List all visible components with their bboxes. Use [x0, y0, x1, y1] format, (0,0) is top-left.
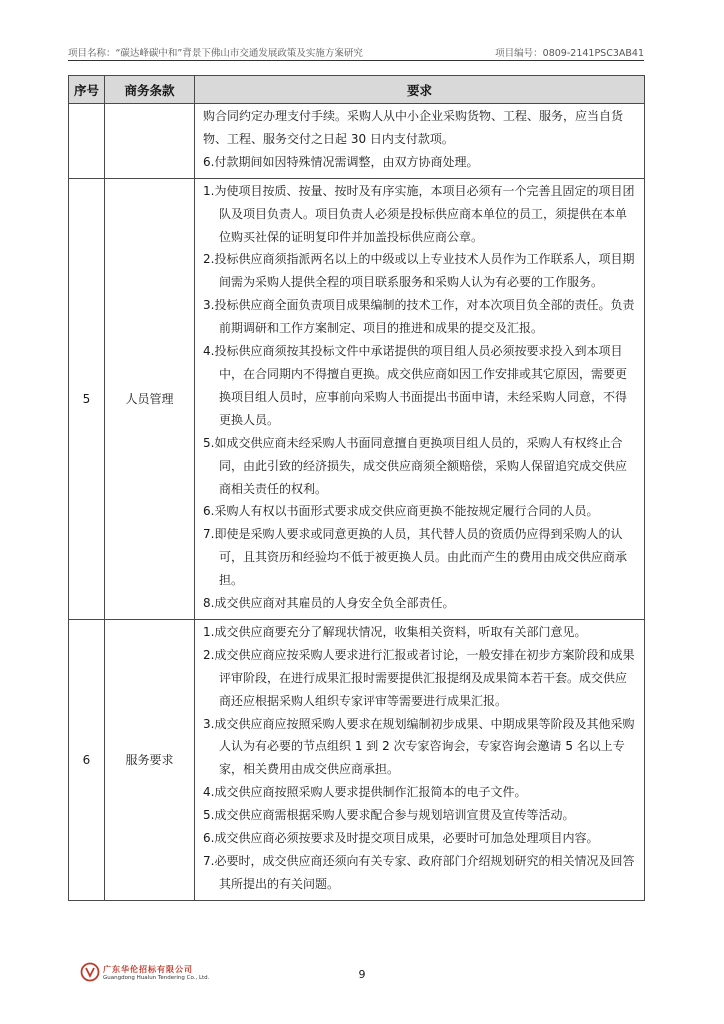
requirement-item: 7.必要时，成交供应商还须向有关专家、政府部门介绍规划研究的相关情况及回答其所提出的有关问题。	[203, 854, 635, 891]
requirement-item: 8.成交供应商对其雇员的人身安全负全部责任。	[203, 596, 455, 611]
page-footer	[80, 962, 644, 986]
requirement-item: 5.成交供应商需根据采购人要求配合参与规划培训宣贯及宣传等活动。	[203, 808, 575, 823]
page-header	[68, 42, 644, 61]
page-number: 9	[358, 968, 366, 981]
table-row	[69, 178, 645, 619]
row-term	[105, 104, 195, 179]
requirement-item: 1.为使项目按质、按量、按时及有序实施，本项目必须有一个完善且固定的项目团队及项目负责人。项目负责人必须是投标供应商本单位的员工，须提供在本单位购买社保的证明复印件并加盖投标供应商公章。	[203, 183, 635, 244]
row-number	[69, 104, 105, 179]
requirement-item: 3.投标供应商全面负责项目成果编制的技术工作，对本次项目负全部的责任。负责前期调研和工作方案制定、项目的推进和成果的提交及汇报。	[203, 298, 635, 336]
requirement-item: 购合同约定办理支付手续。采购人从中小企业采购货物、工程、服务，应当自货物、工程、服务交付之日起 30 日内支付款项。	[203, 109, 624, 146]
row-requirements	[195, 178, 645, 619]
requirement-item: 7.即使是采购人要求或同意更换的人员，其代替人员的资质仍应得到采购人的认可，且其资历和经验均不低于被更换人员。由此而产生的费用由成交供应商承担。	[203, 527, 628, 588]
requirement-item: 6.成交供应商必须按要求及时提交项目成果，必要时可加急处理项目内容。	[203, 831, 599, 846]
row-term: 服务要求	[105, 619, 195, 900]
row-requirements	[195, 104, 645, 179]
row-number: 5	[69, 178, 105, 619]
row-number: 6	[69, 619, 105, 900]
row-term: 人员管理	[105, 178, 195, 619]
company-name-cn: 广东华伦招标有限公司	[103, 964, 193, 974]
company-name-en: Guangdong Hualun Tendering Co., Ltd.	[103, 974, 210, 981]
requirement-item: 2.成交供应商应按采购人要求进行汇报或者讨论，一般安排在初步方案阶段和成果评审阶段，在进行成果汇报时需要提供汇报提纲及成果简本若干套。成交供应商还应根据采购人组织专家评审等需要进行成果汇报。	[203, 647, 635, 708]
col-header-requirement: 要求	[195, 76, 645, 104]
business-terms-table	[68, 75, 645, 901]
requirement-item: 6.采购人有权以书面形式要求成交供应商更换不能按规定履行合同的人员。	[203, 504, 599, 519]
row-requirements	[195, 619, 645, 900]
project-code: 项目编号：0809-2141PSC3AB41	[495, 48, 644, 59]
table-header-row	[69, 76, 645, 104]
requirement-item: 4.投标供应商须按其投标文件中承诺提供的项目组人员必须按要求投入到本项目中，在合同期内不得擅自更换。成交供应商如因工作安排或其它原因，需要更换项目组人员时，应事前向采购人书面提出书面申请，未经采购人同意，不得更换人员。	[203, 344, 628, 427]
table-row	[69, 619, 645, 900]
col-header-term: 商务条款	[105, 76, 195, 104]
requirement-item: 5.如成交供应商未经采购人书面同意擅自更换项目组人员的，采购人有权终止合同，由此引致的经济损失，成交供应商须全额赔偿，采购人保留追究成交供应商相关责任的权利。	[203, 435, 628, 496]
requirement-item: 1.成交供应商要充分了解现状情况，收集相关资料，听取有关部门意见。	[203, 624, 587, 639]
col-header-no: 序号	[69, 76, 105, 104]
requirement-item: 2.投标供应商须指派两名以上的中级或以上专业技术人员作为工作联系人，项目期间需为采购人提供全程的项目联系服务和采购人认为有必要的工作服务。	[203, 252, 635, 290]
project-name: 项目名称：“碳达峰碳中和”背景下佛山市交通发展政策及实施方案研究	[68, 48, 363, 59]
requirement-item: 4.成交供应商按照采购人要求提供制作汇报简本的电子文件。	[203, 785, 527, 800]
requirement-item: 6.付款期间如因特殊情况需调整，由双方协商处理。	[203, 154, 479, 169]
requirement-item: 3.成交供应商应按照采购人要求在规划编制初步成果、中期成果等阶段及其他采购人认为有必要的节点组织 1 到 2 次专家咨询会，专家咨询会邀请 5 名以上专家，相关费用由成交供应商承担。	[203, 716, 635, 777]
table-row	[69, 104, 645, 179]
